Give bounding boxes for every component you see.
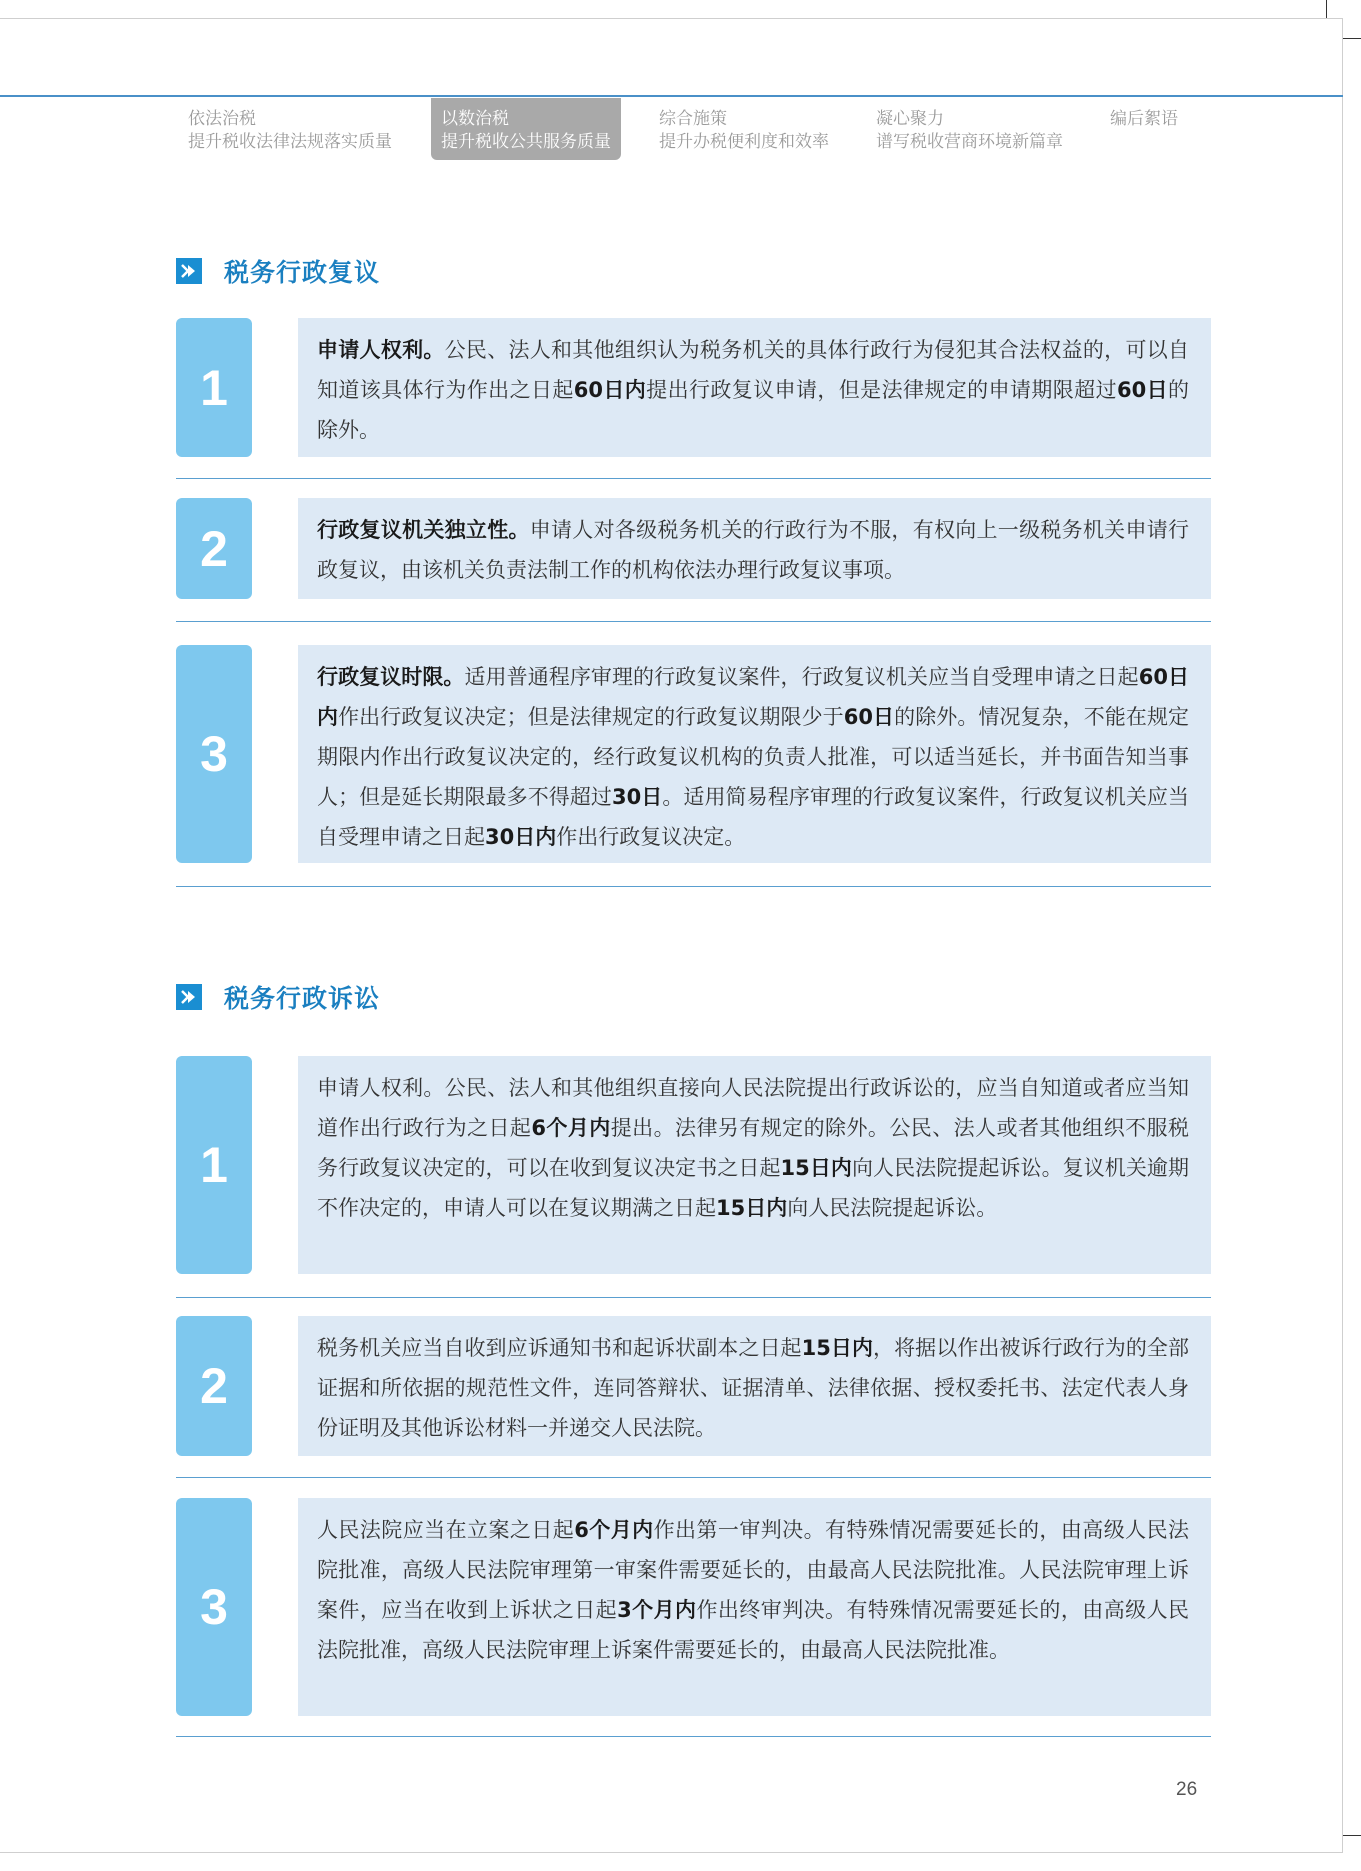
item-text <box>298 1316 1211 1456</box>
nav-item-title: 凝心聚力 <box>876 109 944 129</box>
section-title-text: 税务行政复议 <box>224 258 381 287</box>
emphasis-deadline: 3个月内 <box>617 1598 697 1622</box>
item-lead-heading: 申请人权利。 <box>317 338 445 362</box>
nav-item-yishu[interactable] <box>431 98 621 160</box>
nav-item-ningxin[interactable] <box>866 104 1073 158</box>
section-title-admin-review <box>176 254 380 288</box>
nav-item-yifa[interactable] <box>178 104 402 158</box>
emphasis-deadline: 6个月内 <box>574 1518 654 1542</box>
review-item-2 <box>176 498 1211 599</box>
chapter-nav <box>0 98 1343 158</box>
item-text <box>298 1056 1211 1274</box>
item-number-badge: 1 <box>176 318 252 457</box>
item-body-text: 税务机关应当自收到应诉通知书和起诉状副本之日起 <box>317 1336 802 1360</box>
item-body-text: 作出终审判决。有特殊情况需要延长的，由高级人民法院批准，高级人民法院审理上诉案件需要延长的，由最高人民法院批准。 <box>317 1598 1190 1662</box>
double-chevron-right-icon <box>176 984 202 1010</box>
crop-mark <box>1343 1835 1361 1836</box>
item-number-badge: 2 <box>176 498 252 599</box>
nav-item-subtitle: 谱写税收营商环境新篇章 <box>876 132 1063 152</box>
litigation-item-2 <box>176 1316 1211 1456</box>
item-body-text: 作出第一审判决。有特殊情况需要延长的，由高级人民法院批准，高级人民法院审理第一审案件需要延长的，由最高人民法院批准。人民法院审理上诉案件，应当在收到上诉状之日起 <box>317 1518 1190 1622</box>
item-divider <box>176 621 1211 622</box>
item-divider <box>176 1736 1211 1737</box>
nav-item-title: 综合施策 <box>659 109 727 129</box>
nav-item-zonghe[interactable] <box>649 104 839 158</box>
item-body-text: 人民法院应当在立案之日起 <box>317 1518 575 1542</box>
nav-item-title: 编后絮语 <box>1110 109 1178 129</box>
emphasis-deadline: 60日内 <box>573 378 647 402</box>
item-divider <box>176 1297 1211 1298</box>
item-body-text: ，将据以作出被诉行政行为的全部证据和所依据的规范性文件，连同答辩状、证据清单、法律依据、授权委托书、法定代表人身份证明及其他诉讼材料一并递交人民法院。 <box>317 1336 1189 1440</box>
item-body-text: 作出行政复议决定；但是法律规定的行政复议期限少于 <box>338 705 844 729</box>
item-body-text: 申请人对各级税务机关的行政行为不服，有权向上一级税务机关申请行政复议，由该机关负责法制工作的机构依法办理行政复议事项。 <box>317 518 1189 582</box>
item-body-text: 的除外。 <box>317 378 1189 442</box>
item-lead-heading: 行政复议机关独立性。 <box>317 518 530 542</box>
emphasis-deadline: 30日 <box>611 785 663 809</box>
item-text <box>298 1498 1211 1716</box>
item-body-text: 作出行政复议决定。 <box>556 825 746 849</box>
review-item-3 <box>176 645 1211 863</box>
item-divider <box>176 478 1211 479</box>
item-number-badge: 3 <box>176 1498 252 1716</box>
litigation-item-1 <box>176 1056 1211 1274</box>
item-body-text: 公民、法人和其他组织认为税务机关的具体行政行为侵犯其合法权益的，可以自知道该具体行为作出之日起 <box>317 338 1190 402</box>
emphasis-deadline: 15日内 <box>780 1156 852 1180</box>
item-number-badge: 1 <box>176 1056 252 1274</box>
item-text <box>298 318 1211 457</box>
emphasis-deadline: 15日内 <box>716 1196 788 1220</box>
crop-mark <box>1343 38 1361 39</box>
section-title-admin-litigation <box>176 980 380 1014</box>
nav-item-subtitle: 提升税收法律法规落实质量 <box>188 132 392 152</box>
item-divider <box>176 1477 1211 1478</box>
item-text <box>298 498 1211 599</box>
emphasis-deadline: 60日 <box>1116 378 1168 402</box>
litigation-item-3 <box>176 1498 1211 1716</box>
item-body-text: 提出行政复议申请，但是法律规定的申请期限超过 <box>646 378 1117 402</box>
item-body-text: 提出。法律另有规定的除外。公民、法人或者其他组织不服税务行政复议决定的，可以在收到复议决定书之日起 <box>317 1116 1189 1180</box>
nav-item-subtitle: 提升税收公共服务质量 <box>441 132 611 152</box>
crop-mark <box>1326 0 1327 18</box>
double-chevron-right-icon <box>176 258 202 284</box>
item-text <box>298 645 1211 863</box>
review-item-1 <box>176 318 1211 457</box>
nav-item-subtitle: 提升办税便利度和效率 <box>659 132 829 152</box>
item-body-text: 向人民法院提起诉讼。复议机关逾期不作决定的，申请人可以在复议期满之日起 <box>317 1156 1190 1220</box>
page-number: 26 <box>1176 1779 1198 1800</box>
nav-item-title: 以数治税 <box>441 109 509 129</box>
item-body-text: 。适用简易程序审理的行政复议案件，行政复议机关应当自受理申请之日起 <box>317 785 1190 849</box>
item-body-text: 向人民法院提起诉讼。 <box>787 1196 998 1220</box>
item-number-badge: 2 <box>176 1316 252 1456</box>
item-body-text: 的除外。情况复杂，不能在规定期限内作出行政复议决定的，经行政复议机构的负责人批准，可以适当延长，并书面告知当事人；但是延长期限最多不得超过 <box>317 705 1190 809</box>
item-number-badge: 3 <box>176 645 252 863</box>
header-rule <box>0 95 1343 97</box>
emphasis-deadline: 30日内 <box>485 825 557 849</box>
nav-item-title: 依法治税 <box>188 109 256 129</box>
emphasis-deadline: 15日内 <box>801 1336 874 1360</box>
item-body-text: 申请人权利。公民、法人和其他组织直接向人民法院提出行政诉讼的，应当自知道或者应当知道作出行政行为之日起 <box>317 1076 1189 1140</box>
emphasis-deadline: 60日内 <box>317 665 1189 729</box>
nav-item-bianhou[interactable] <box>1100 104 1188 135</box>
section-title-text: 税务行政诉讼 <box>224 984 381 1013</box>
emphasis-deadline: 6个月内 <box>531 1116 611 1140</box>
item-divider <box>176 886 1211 887</box>
item-lead-heading: 行政复议时限。 <box>317 665 465 689</box>
emphasis-deadline: 60日 <box>843 705 895 729</box>
item-body-text: 适用普通程序审理的行政复议案件，行政复议机关应当自受理申请之日起 <box>464 665 1139 689</box>
